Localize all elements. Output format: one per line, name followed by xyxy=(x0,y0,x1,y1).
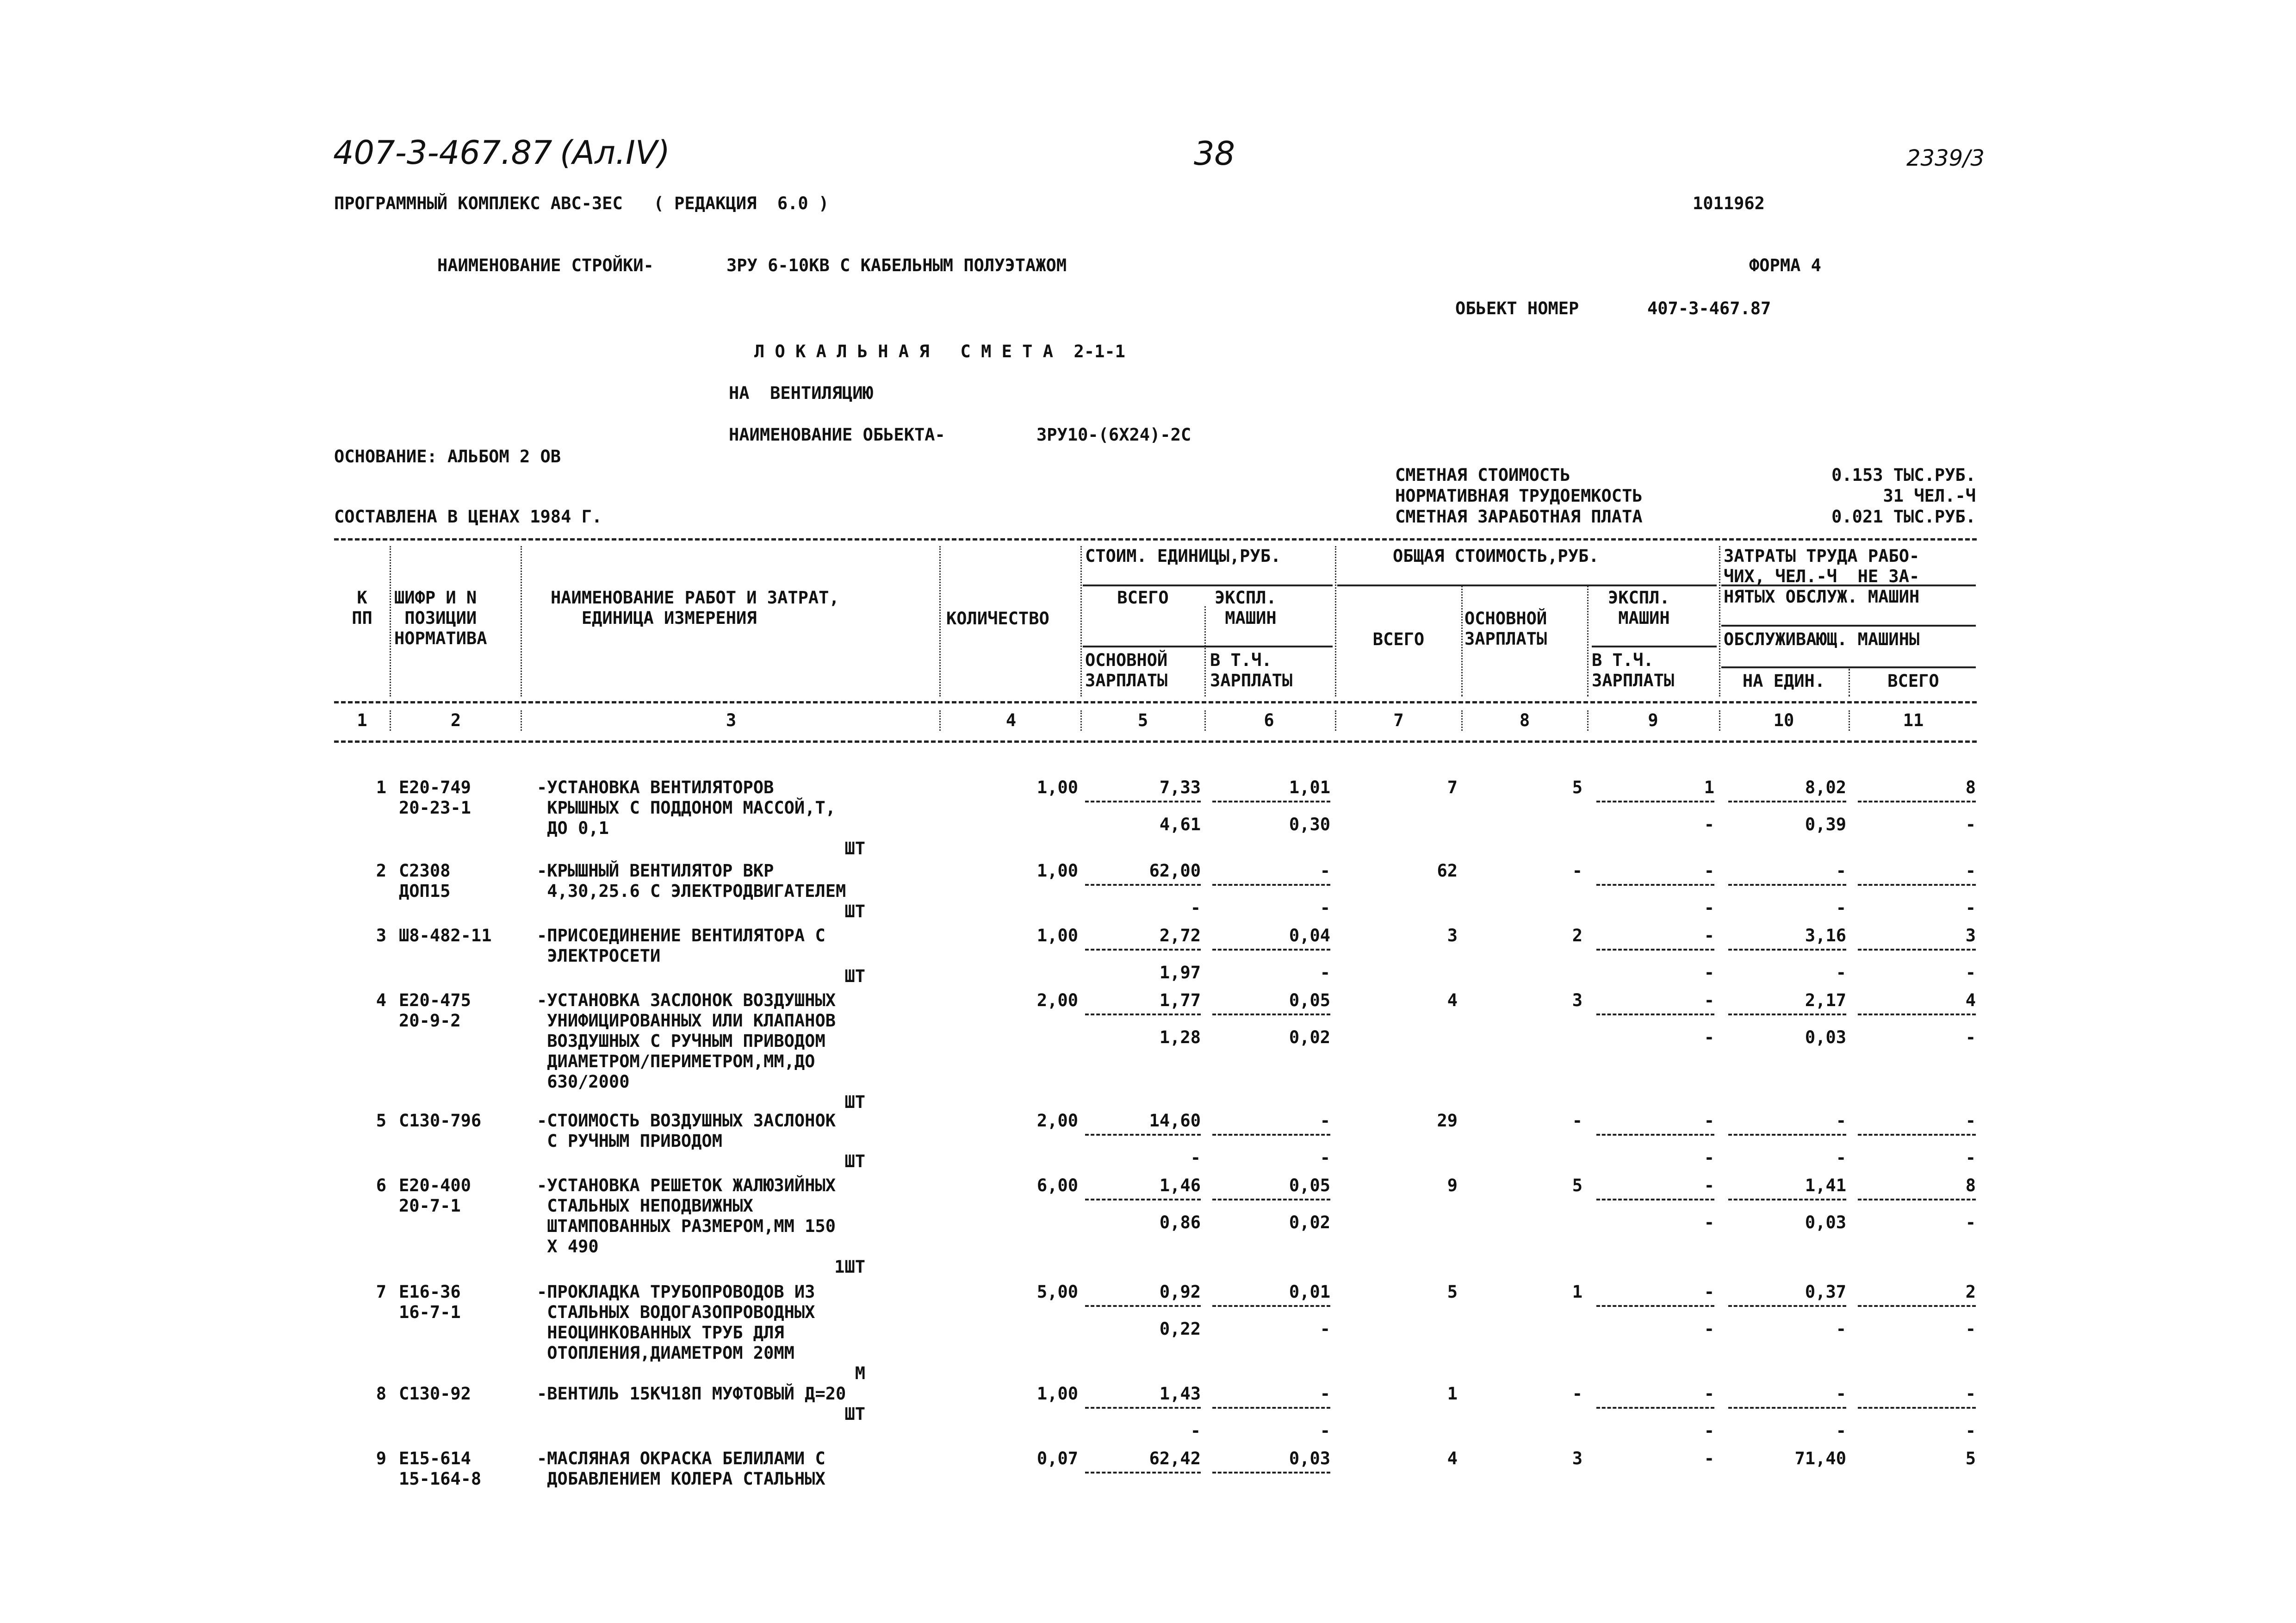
summary-label: НОРМАТИВНАЯ ТРУДОЕМКОСТЬ xyxy=(1395,486,1643,506)
row-total-machine: - xyxy=(1704,1111,1714,1131)
summary-label: СМЕТНАЯ СТОИМОСТЬ xyxy=(1395,465,1570,485)
value-underline xyxy=(1728,884,1846,886)
row-unit-machine: - xyxy=(1320,1111,1330,1131)
row-unit-base-salary: 0,86 xyxy=(1159,1213,1201,1232)
column-number: 9 xyxy=(1648,710,1658,730)
total-machine-header: ЭКСПЛ. МАШИН xyxy=(1608,588,1670,628)
header-subrule xyxy=(1083,585,1333,586)
header-separator xyxy=(1204,606,1206,696)
row-total: 4 xyxy=(1447,990,1458,1010)
column-number: 1 xyxy=(357,710,367,730)
header-subrule xyxy=(1083,646,1333,647)
row-description: -СТОИМОСТЬ ВОЗДУШНЫХ ЗАСЛОНОК С РУЧНЫМ ПРИВОДОМ xyxy=(537,1111,836,1151)
row-labor-machine-per-unit: - xyxy=(1836,1319,1846,1339)
row-code: Ш8-482-11 xyxy=(399,926,492,945)
value-underline xyxy=(1728,801,1846,802)
header-separator xyxy=(1080,710,1082,731)
column-number: 7 xyxy=(1393,710,1404,730)
value-underline xyxy=(1858,1407,1976,1409)
value-underline xyxy=(1858,1305,1976,1307)
header-separator xyxy=(1587,585,1589,696)
row-labor-total: 8 xyxy=(1965,777,1976,797)
row-total-base-salary: - xyxy=(1572,861,1582,881)
row-unit-machine: - xyxy=(1320,1384,1330,1404)
header-separator xyxy=(1849,710,1850,731)
row-code: Е16-36 16-7-1 xyxy=(399,1282,461,1322)
row-labor-total: 2 xyxy=(1965,1282,1976,1302)
row-number: 4 xyxy=(376,990,386,1010)
labor-total-header: ВСЕГО xyxy=(1887,671,1939,691)
summary-value: 0.153 ТЫС.РУБ. xyxy=(1831,465,1976,485)
row-total-incl-salary: - xyxy=(1704,815,1714,834)
header-separator xyxy=(1719,546,1720,696)
column-number: 11 xyxy=(1903,710,1924,730)
handwritten-album: (Ал.IV) xyxy=(560,134,670,172)
row-labor-per-unit: 1,41 xyxy=(1805,1175,1846,1195)
row-quantity: 1,00 xyxy=(1036,777,1078,797)
value-underline xyxy=(1596,1014,1714,1015)
value-underline xyxy=(1212,801,1330,802)
row-total: 9 xyxy=(1447,1175,1458,1195)
row-quantity: 1,00 xyxy=(1036,926,1078,945)
column-number: 2 xyxy=(450,710,461,730)
row-labor-per-unit: - xyxy=(1836,1384,1846,1404)
value-underline xyxy=(1596,1407,1714,1409)
row-total-incl-salary: - xyxy=(1704,898,1714,918)
row-unit-machine: 0,05 xyxy=(1289,1175,1330,1195)
value-underline xyxy=(1858,1134,1976,1136)
row-labor-machine-per-unit: - xyxy=(1836,898,1846,918)
row-code: Е20-475 20-9-2 xyxy=(399,990,471,1031)
row-unit-incl-salary: - xyxy=(1320,1319,1330,1339)
value-underline xyxy=(1596,1134,1714,1136)
object-number-label: ОБЬЕКТ НОМЕР xyxy=(1455,298,1579,318)
header-subrule xyxy=(1721,666,1976,668)
row-total-incl-salary: - xyxy=(1704,1213,1714,1232)
col-code-header: ШИФР И N ПОЗИЦИИ НОРМАТИВА xyxy=(394,588,487,648)
row-unit-machine: - xyxy=(1320,861,1330,881)
row-unit-incl-salary: 0,02 xyxy=(1289,1213,1330,1232)
row-total-base-salary: 2 xyxy=(1572,926,1582,945)
object-name: ЗРУ10-(6Х24)-2С xyxy=(1036,425,1191,445)
row-labor-machine-total: - xyxy=(1965,1421,1976,1441)
row-unit-total: 62,00 xyxy=(1149,861,1201,881)
row-labor-total: - xyxy=(1965,1384,1976,1404)
object-number: 407-3-467.87 xyxy=(1647,298,1771,318)
row-total-machine: 1 xyxy=(1704,777,1714,797)
unit-base-salary-header: ОСНОВНОЙ ЗАРПЛАТЫ xyxy=(1085,650,1168,690)
row-number: 6 xyxy=(376,1175,386,1195)
program-line: ПРОГРАММНЫЙ КОМПЛЕКС АВС-3ЕС ( РЕДАКЦИЯ 6.0 ) xyxy=(334,193,829,213)
row-labor-per-unit: 71,40 xyxy=(1794,1449,1846,1468)
row-unit-base-salary: - xyxy=(1190,1421,1201,1441)
row-unit-total: 62,42 xyxy=(1149,1449,1201,1468)
unit-machine-header: ЭКСПЛ. МАШИН xyxy=(1215,588,1277,628)
row-number: 9 xyxy=(376,1449,386,1468)
row-description: -ПРИСОЕДИНЕНИЕ ВЕНТИЛЯТОРА С ЭЛЕКТРОСЕТИ xyxy=(537,926,825,966)
construction-label: НАИМЕНОВАНИЕ СТРОЙКИ- xyxy=(437,255,654,275)
header-subrule xyxy=(1337,585,1717,586)
row-code: С2308 ДОП15 xyxy=(399,861,451,901)
row-number: 5 xyxy=(376,1111,386,1131)
labor-per-unit-header: НА ЕДИН. xyxy=(1742,671,1825,691)
row-unit-machine: 0,04 xyxy=(1289,926,1330,945)
row-code: Е20-749 20-23-1 xyxy=(399,777,471,818)
row-total-machine: - xyxy=(1704,926,1714,945)
value-underline xyxy=(1085,801,1201,802)
row-unit: М xyxy=(855,1363,865,1383)
row-labor-per-unit: 2,17 xyxy=(1805,990,1846,1010)
row-unit-base-salary: 1,28 xyxy=(1159,1027,1201,1047)
page-number: 38 xyxy=(1194,135,1235,173)
value-underline xyxy=(1596,1199,1714,1200)
value-underline xyxy=(1212,1305,1330,1307)
row-labor-machine-total: - xyxy=(1965,1148,1976,1168)
row-unit-base-salary: 0,22 xyxy=(1159,1319,1201,1339)
table-top-rule xyxy=(334,538,1977,541)
row-unit: ШТ xyxy=(844,1092,865,1112)
row-total: 1 xyxy=(1447,1384,1458,1404)
header-separator xyxy=(939,546,941,696)
row-description: -ПРОКЛАДКА ТРУБОПРОВОДОВ ИЗ СТАЛЬНЫХ ВОДОГАЗОПРОВОДНЫХ НЕОЦИНКОВАННЫХ ТРУБ ДЛЯ ОТОПЛЕНИЯ,ДИАМЕТРОМ 20ММ xyxy=(537,1282,815,1363)
value-underline xyxy=(1728,949,1846,951)
total-base-salary-header: ОСНОВНОЙ ЗАРПЛАТЫ xyxy=(1464,609,1547,649)
value-underline xyxy=(1212,1472,1330,1474)
row-description: -УСТАНОВКА РЕШЕТОК ЖАЛЮЗИЙНЫХ СТАЛЬНЫХ НЕПОДВИЖНЫХ ШТАМПОВАННЫХ РАЗМЕРОМ,ММ 150 Х 490 xyxy=(537,1175,836,1256)
value-underline xyxy=(1858,884,1976,886)
header-separator xyxy=(521,546,522,696)
value-underline xyxy=(1596,884,1714,886)
value-underline xyxy=(1085,1134,1201,1136)
row-unit-incl-salary: - xyxy=(1320,1421,1330,1441)
unit-incl-salary-header: В Т.Ч. ЗАРПЛАТЫ xyxy=(1210,650,1293,690)
row-code: Е20-400 20-7-1 xyxy=(399,1175,471,1216)
row-total-machine: - xyxy=(1704,1449,1714,1468)
row-total-base-salary: 3 xyxy=(1572,1449,1582,1468)
column-number: 10 xyxy=(1773,710,1794,730)
header-separator xyxy=(1461,710,1463,731)
construction-name: ЗРУ 6-10КВ С КАБЕЛЬНЫМ ПОЛУЭТАЖОМ xyxy=(726,255,1067,275)
header-separator xyxy=(1587,710,1589,731)
value-underline xyxy=(1858,801,1976,802)
row-labor-total: 4 xyxy=(1965,990,1976,1010)
sheet-number: 2339/3 xyxy=(1906,145,1985,171)
value-underline xyxy=(1085,949,1201,951)
value-underline xyxy=(1858,1199,1976,1200)
row-unit-base-salary: 4,61 xyxy=(1159,815,1201,834)
row-unit-total: 1,77 xyxy=(1159,990,1201,1010)
row-quantity: 2,00 xyxy=(1036,1111,1078,1131)
value-underline xyxy=(1085,1472,1201,1474)
row-labor-machine-total: - xyxy=(1965,1319,1976,1339)
row-unit: ШТ xyxy=(844,902,865,921)
value-underline xyxy=(1085,884,1201,886)
value-underline xyxy=(1596,949,1714,951)
row-total: 3 xyxy=(1447,926,1458,945)
header-separator xyxy=(521,710,522,731)
row-total-incl-salary: - xyxy=(1704,1421,1714,1441)
row-labor-per-unit: 0,37 xyxy=(1805,1282,1846,1302)
row-unit-incl-salary: - xyxy=(1320,1148,1330,1168)
row-unit-total: 7,33 xyxy=(1159,777,1201,797)
row-description: -УСТАНОВКА ЗАСЛОНОК ВОЗДУШНЫХ УНИФИЦИРОВАННЫХ ИЛИ КЛАПАНОВ ВОЗДУШНЫХ С РУЧНЫМ ПРИВОДОМ ДИАМЕТРОМ/ПЕРИМЕТРОМ,ММ,ДО 630/2000 xyxy=(537,990,836,1092)
header-subrule xyxy=(1592,646,1717,647)
row-description: -ВЕНТИЛЬ 15КЧ18П МУФТОВЫЙ Д=20 xyxy=(537,1384,846,1404)
row-description: -МАСЛЯНАЯ ОКРАСКА БЕЛИЛАМИ С ДОБАВЛЕНИЕМ КОЛЕРА СТАЛЬНЫХ xyxy=(537,1449,825,1489)
row-total-base-salary: - xyxy=(1572,1111,1582,1131)
row-description: -УСТАНОВКА ВЕНТИЛЯТОРОВ КРЫШНЫХ С ПОДДОНОМ МАССОЙ,Т, ДО 0,1 xyxy=(537,777,836,838)
row-labor-machine-total: - xyxy=(1965,963,1976,983)
value-underline xyxy=(1085,1199,1201,1200)
column-number: 3 xyxy=(726,710,737,730)
row-total-incl-salary: - xyxy=(1704,1319,1714,1339)
row-total-base-salary: 1 xyxy=(1572,1282,1582,1302)
row-quantity: 6,00 xyxy=(1036,1175,1078,1195)
basis-line: ОСНОВАНИЕ: АЛЬБОМ 2 ОВ xyxy=(334,447,561,466)
row-labor-machine-total: - xyxy=(1965,815,1976,834)
row-unit: 1ШТ xyxy=(834,1257,865,1277)
object-name-label: НАИМЕНОВАНИЕ ОБЬЕКТА- xyxy=(729,425,945,445)
header-separator xyxy=(390,546,391,696)
row-unit: ШТ xyxy=(844,1404,865,1424)
row-number: 2 xyxy=(376,861,386,881)
row-labor-machine-total: - xyxy=(1965,1213,1976,1232)
row-total-machine: - xyxy=(1704,1384,1714,1404)
row-unit-machine: 1,01 xyxy=(1289,777,1330,797)
row-unit-base-salary: - xyxy=(1190,1148,1201,1168)
header-separator xyxy=(1461,585,1463,696)
estimate-subtitle: НА ВЕНТИЛЯЦИЮ xyxy=(729,383,873,403)
header-separator xyxy=(1335,546,1336,696)
row-unit: ШТ xyxy=(844,839,865,858)
row-total-incl-salary: - xyxy=(1704,1148,1714,1168)
row-unit-incl-salary: - xyxy=(1320,963,1330,983)
value-underline xyxy=(1212,1199,1330,1200)
row-code: Е15-614 15-164-8 xyxy=(399,1449,482,1489)
row-labor-total: - xyxy=(1965,1111,1976,1131)
row-number: 8 xyxy=(376,1384,386,1404)
row-total-machine: - xyxy=(1704,990,1714,1010)
numbers-bottom-rule xyxy=(334,740,1977,743)
row-total-machine: - xyxy=(1704,1282,1714,1302)
total-cost-header: ОБЩАЯ СТОИМОСТЬ,РУБ. xyxy=(1393,546,1599,566)
header-bottom-rule xyxy=(334,701,1977,703)
row-labor-total: 3 xyxy=(1965,926,1976,945)
row-total: 7 xyxy=(1447,777,1458,797)
row-unit: ШТ xyxy=(844,966,865,986)
unit-cost-header: СТОИМ. ЕДИНИЦЫ,РУБ. xyxy=(1085,546,1281,566)
labor-machine-header: ОБСЛУЖИВАЮЩ. МАШИНЫ xyxy=(1724,629,1920,649)
value-underline xyxy=(1212,1014,1330,1015)
col-npp-header: К ПП xyxy=(352,588,372,628)
column-number: 8 xyxy=(1519,710,1530,730)
row-unit-machine: 0,03 xyxy=(1289,1449,1330,1468)
estimate-title: Л О К А Л Ь Н А Я С М Е Т А 2-1-1 xyxy=(754,342,1125,361)
value-underline xyxy=(1085,1407,1201,1409)
value-underline xyxy=(1728,1134,1846,1136)
header-separator xyxy=(1204,710,1206,731)
total-incl-salary-header: В Т.Ч. ЗАРПЛАТЫ xyxy=(1592,650,1675,690)
row-labor-machine-per-unit: 0,39 xyxy=(1805,815,1846,834)
row-quantity: 5,00 xyxy=(1036,1282,1078,1302)
unit-total-header: ВСЕГО xyxy=(1117,588,1169,608)
form-label: ФОРМА 4 xyxy=(1749,255,1821,275)
row-labor-machine-per-unit: - xyxy=(1836,963,1846,983)
row-labor-per-unit: 8,02 xyxy=(1805,777,1846,797)
row-total: 29 xyxy=(1437,1111,1458,1131)
row-description: -КРЫШНЫЙ ВЕНТИЛЯТОР ВКР 4,30,25.6 С ЭЛЕКТРОДВИГАТЕЛЕМ xyxy=(537,861,846,901)
row-labor-machine-per-unit: 0,03 xyxy=(1805,1027,1846,1047)
row-labor-machine-total: - xyxy=(1965,898,1976,918)
row-code: С130-796 xyxy=(399,1111,482,1131)
row-total: 62 xyxy=(1437,861,1458,881)
value-underline xyxy=(1085,1014,1201,1015)
header-separator xyxy=(1719,710,1720,731)
header-separator xyxy=(939,710,941,731)
header-separator xyxy=(1335,710,1336,731)
value-underline xyxy=(1212,884,1330,886)
row-number: 7 xyxy=(376,1282,386,1302)
row-labor-per-unit: 3,16 xyxy=(1805,926,1846,945)
summary-label: СМЕТНАЯ ЗАРАБОТНАЯ ПЛАТА xyxy=(1395,507,1643,527)
value-underline xyxy=(1728,1305,1846,1307)
total-all-header: ВСЕГО xyxy=(1372,629,1425,649)
row-total-base-salary: 5 xyxy=(1572,777,1582,797)
row-labor-total: - xyxy=(1965,861,1976,881)
row-unit-machine: 0,05 xyxy=(1289,990,1330,1010)
row-quantity: 0,07 xyxy=(1036,1449,1078,1468)
row-unit-total: 1,43 xyxy=(1159,1384,1201,1404)
value-underline xyxy=(1728,1407,1846,1409)
row-labor-total: 8 xyxy=(1965,1175,1976,1195)
row-unit-total: 14,60 xyxy=(1149,1111,1201,1131)
row-unit: ШТ xyxy=(844,1151,865,1171)
row-number: 3 xyxy=(376,926,386,945)
row-total-machine: - xyxy=(1704,861,1714,881)
row-unit-incl-salary: - xyxy=(1320,898,1330,918)
summary-value: 31 ЧЕЛ.-Ч xyxy=(1883,486,1976,506)
value-underline xyxy=(1212,1134,1330,1136)
row-unit-total: 2,72 xyxy=(1159,926,1201,945)
row-unit-total: 1,46 xyxy=(1159,1175,1201,1195)
row-code: С130-92 xyxy=(399,1384,471,1404)
row-total: 5 xyxy=(1447,1282,1458,1302)
header-separator xyxy=(1080,546,1082,696)
row-total-base-salary: - xyxy=(1572,1384,1582,1404)
row-unit-incl-salary: 0,30 xyxy=(1289,815,1330,834)
row-labor-machine-per-unit: 0,03 xyxy=(1805,1213,1846,1232)
row-unit-incl-salary: 0,02 xyxy=(1289,1027,1330,1047)
handwritten-doc-code: 407-3-467.87 xyxy=(333,134,552,172)
row-total-base-salary: 3 xyxy=(1572,990,1582,1010)
value-underline xyxy=(1596,1305,1714,1307)
row-number: 1 xyxy=(376,777,386,797)
value-underline xyxy=(1212,1407,1330,1409)
row-total-base-salary: 5 xyxy=(1572,1175,1582,1195)
row-labor-machine-per-unit: - xyxy=(1836,1421,1846,1441)
value-underline xyxy=(1728,1199,1846,1200)
column-number: 5 xyxy=(1137,710,1148,730)
header-subrule xyxy=(1721,625,1976,627)
prices-line: СОСТАВЛЕНА В ЦЕНАХ 1984 Г. xyxy=(334,507,602,527)
value-underline xyxy=(1858,1014,1976,1015)
row-labor-machine-per-unit: - xyxy=(1836,1148,1846,1168)
row-total-incl-salary: - xyxy=(1704,963,1714,983)
value-underline xyxy=(1212,949,1330,951)
value-underline xyxy=(1085,1305,1201,1307)
row-quantity: 1,00 xyxy=(1036,1384,1078,1404)
value-underline xyxy=(1858,949,1976,951)
row-labor-total: 5 xyxy=(1965,1449,1976,1468)
col-name-header: НАИМЕНОВАНИЕ РАБОТ И ЗАТРАТ, ЕДИНИЦА ИЗМЕРЕНИЯ xyxy=(551,588,839,628)
row-unit-base-salary: - xyxy=(1190,898,1201,918)
row-quantity: 1,00 xyxy=(1036,861,1078,881)
row-labor-per-unit: - xyxy=(1836,861,1846,881)
row-total-machine: - xyxy=(1704,1175,1714,1195)
row-quantity: 2,00 xyxy=(1036,990,1078,1010)
row-total: 4 xyxy=(1447,1449,1458,1468)
labor-header: ЗАТРАТЫ ТРУДА РАБО- ЧИХ, ЧЕЛ.-Ч НЕ ЗА- НЯТЫХ ОБСЛУЖ. МАШИН xyxy=(1724,546,1920,607)
column-number: 4 xyxy=(1005,710,1017,730)
col-quantity-header: КОЛИЧЕСТВО xyxy=(946,609,1049,628)
document-number: 1011962 xyxy=(1693,193,1765,213)
row-unit-base-salary: 1,97 xyxy=(1159,963,1201,983)
row-unit-total: 0,92 xyxy=(1159,1282,1201,1302)
row-total-incl-salary: - xyxy=(1704,1027,1714,1047)
header-separator xyxy=(1849,669,1850,696)
header-separator xyxy=(390,710,391,731)
row-unit-machine: 0,01 xyxy=(1289,1282,1330,1302)
summary-value: 0.021 ТЫС.РУБ. xyxy=(1831,507,1976,527)
value-underline xyxy=(1728,1014,1846,1015)
row-labor-per-unit: - xyxy=(1836,1111,1846,1131)
row-labor-machine-total: - xyxy=(1965,1027,1976,1047)
value-underline xyxy=(1596,801,1714,802)
column-number: 6 xyxy=(1264,710,1274,730)
